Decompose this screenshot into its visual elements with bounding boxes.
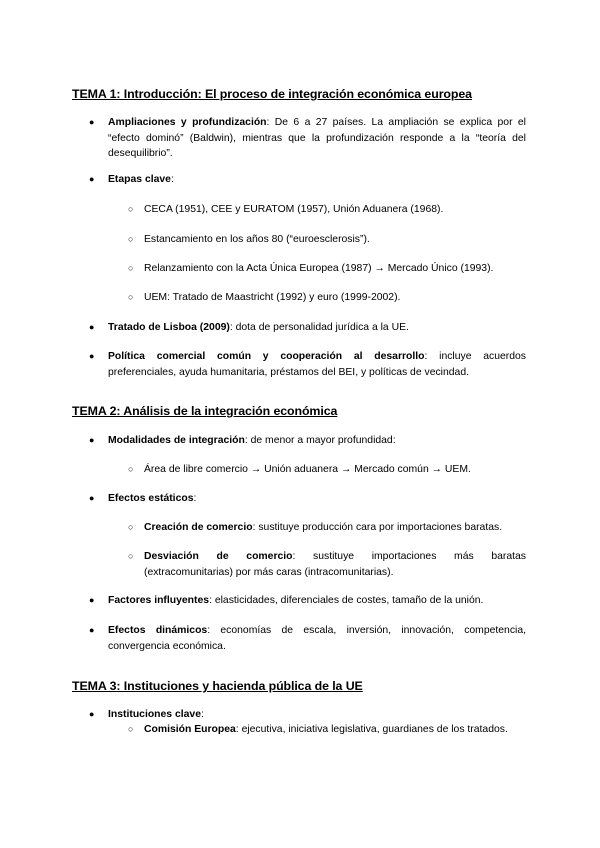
etapas-label: Etapas clave <box>108 174 171 185</box>
hollow-bullet-icon: ○ <box>128 522 134 532</box>
creacion-item <box>128 520 526 536</box>
politica-label: Política comercial común y cooperación al desarrollo <box>108 351 425 362</box>
bullet-factores <box>89 593 526 609</box>
instituciones-label: Instituciones clave <box>108 709 201 720</box>
bullet-etapas <box>89 172 526 188</box>
desviacion-item <box>128 549 526 580</box>
bullet-icon: ● <box>89 117 95 127</box>
tema2-heading: TEMA 2: Análisis de la integración económica <box>72 404 338 418</box>
creacion-label: Creación de comercio <box>144 522 253 533</box>
hollow-bullet-icon: ○ <box>128 204 134 214</box>
lisboa-label: Tratado de Lisboa (2009) <box>108 322 230 333</box>
modalidades-item-text: Área de libre comercio → Unión aduanera → Mercado común → UEM. <box>144 464 471 475</box>
hollow-bullet-icon: ○ <box>128 724 134 734</box>
etapas-item-text: Relanzamiento con la Acta Única Europea (1987) → Mercado Único (1993). <box>144 263 494 274</box>
estaticos-label: Efectos estáticos <box>108 493 194 504</box>
etapas-text: : <box>170 174 174 185</box>
desviacion-label: Desviación de comercio <box>144 551 293 562</box>
ampliaciones-label: Ampliaciones y profundización <box>108 117 267 128</box>
comision-item <box>128 722 526 738</box>
etapas-item-text: Estancamiento en los años 80 (“euroesclerosis”). <box>144 234 370 245</box>
factores-text: : elasticidades, diferenciales de costes, tamaño de la unión. <box>209 595 484 606</box>
bullet-ampliaciones <box>89 115 526 162</box>
lisboa-text: : dota de personalidad jurídica a la UE. <box>229 322 409 333</box>
bullet-icon: ● <box>89 351 95 361</box>
bullet-icon: ● <box>89 174 95 184</box>
comision-text: : ejecutiva, iniciativa legislativa, guardianes de los tratados. <box>235 724 508 735</box>
politica-text: : incluye acuerdos preferenciales, ayuda humanitaria, préstamos del BEI, y políticas de vecindad. <box>108 351 526 378</box>
bullet-politica <box>89 349 526 380</box>
modalidades-text: : de menor a mayor profundidad: <box>244 435 396 446</box>
modalidades-item <box>128 462 526 478</box>
bullet-icon: ● <box>89 322 95 332</box>
bullet-modalidades <box>89 433 526 449</box>
tema3-heading: TEMA 3: Instituciones y hacienda pública de la UE <box>72 679 363 693</box>
factores-label: Factores influyentes <box>108 595 210 606</box>
hollow-bullet-icon: ○ <box>128 292 134 302</box>
bullet-icon: ● <box>89 625 95 635</box>
hollow-bullet-icon: ○ <box>128 551 134 561</box>
etapas-item-text: CECA (1951), CEE y EURATOM (1957), Unión Aduanera (1968). <box>144 204 444 215</box>
etapas-item <box>128 261 526 277</box>
estaticos-text: : <box>193 493 197 504</box>
bullet-instituciones <box>89 707 526 723</box>
desviacion-text: : sustituye importaciones más baratas (extracomunitarias) por más caras (intracomunitarias). <box>144 551 526 578</box>
dinamicos-label: Efectos dinámicos <box>108 625 208 636</box>
instituciones-text: : <box>200 709 204 720</box>
hollow-bullet-icon: ○ <box>128 464 134 474</box>
bullet-lisboa <box>89 320 526 336</box>
bullet-icon: ● <box>89 709 95 719</box>
ampliaciones-text: : De 6 a 27 países. La ampliación se explica por el “efecto dominó” (Baldwin), mientras que la profundización responde a la “teoría del desequilibrio”. <box>108 117 526 159</box>
etapas-item-text: UEM: Tratado de Maastricht (1992) y euro (1999-2002). <box>144 292 401 303</box>
comision-label: Comisión Europea <box>144 724 236 735</box>
hollow-bullet-icon: ○ <box>128 234 134 244</box>
bullet-icon: ● <box>89 595 95 605</box>
bullet-dinamicos <box>89 623 526 654</box>
etapas-item <box>128 232 526 248</box>
bullet-icon: ● <box>89 435 95 445</box>
tema1-heading: TEMA 1: Introducción: El proceso de integración económica europea <box>72 87 472 101</box>
etapas-item <box>128 290 526 306</box>
bullet-icon: ● <box>89 493 95 503</box>
bullet-estaticos <box>89 491 526 507</box>
dinamicos-text: : economías de escala, inversión, innovación, competencia, convergencia económica. <box>108 625 526 652</box>
etapas-item <box>128 202 526 218</box>
modalidades-label: Modalidades de integración <box>108 435 245 446</box>
hollow-bullet-icon: ○ <box>128 263 134 273</box>
creacion-text: : sustituye producción cara por importaciones baratas. <box>252 522 503 533</box>
